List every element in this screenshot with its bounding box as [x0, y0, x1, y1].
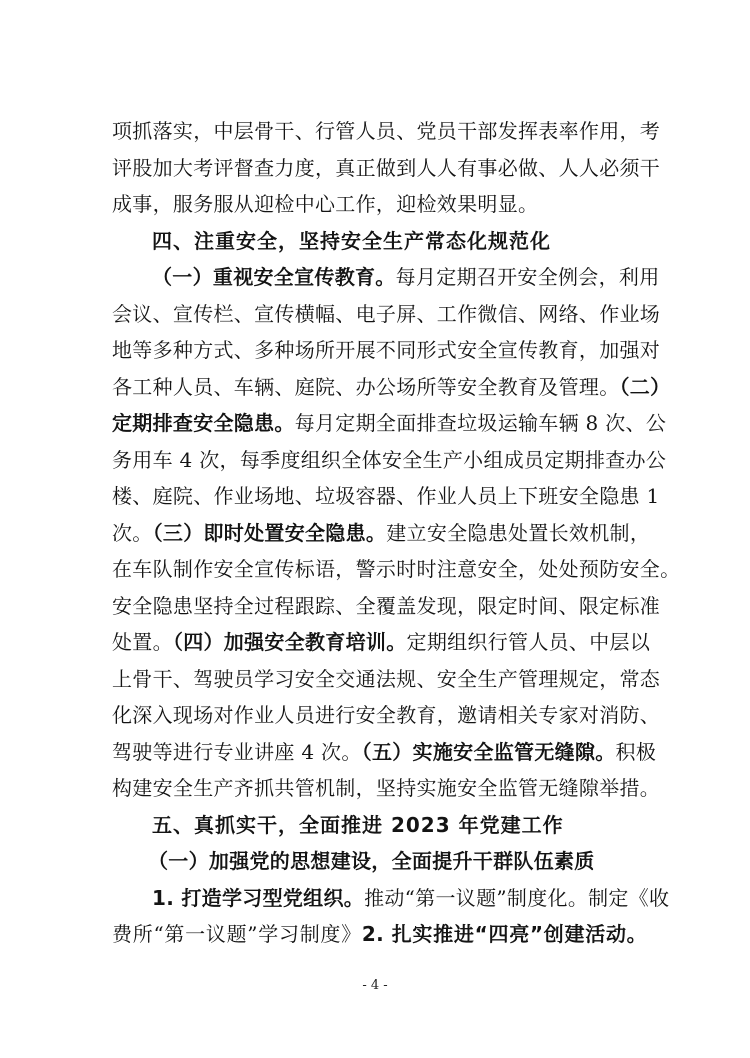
bold-lead: （三）即时处置安全隐患。: [152, 520, 387, 545]
line-text: 处置。: [112, 630, 173, 654]
paragraph-line: 务用车 4 次，每季度组织全体安全生产小组成员定期排查办公: [112, 447, 667, 472]
section-heading-5: 五、真抓实干，全面推进 2023 年党建工作: [152, 812, 564, 837]
bold-lead: （四）加强安全教育培训。: [172, 630, 407, 654]
line-text: 每月定期全面排查垃圾运输车辆 8 次、公: [294, 411, 667, 435]
bold-lead: 2. 扎实推进“四亮”创建活动。: [361, 922, 647, 946]
bold-lead: （五）实施安全监管无缝隙。: [361, 739, 616, 764]
paragraph-line: [112, 919, 647, 949]
paragraph-line: [112, 408, 667, 438]
paragraph-line: 地等多种方式、多种场所开展不同形式安全宣传教育，加强对: [112, 338, 661, 362]
line-text: 次。: [112, 520, 153, 545]
section-heading-4: 四、注重安全，坚持安全生产常态化规范化: [152, 228, 551, 253]
paragraph-line: 楼、庭院、作业场地、垃圾容器、作业人员上下班安全隐患 1: [112, 484, 660, 508]
paragraph-line: [112, 737, 657, 767]
paragraph-line: 项抓落实，中层骨干、行管人员、党员干部发挥表率作用，考: [112, 119, 661, 143]
subsection-heading: （一）加强党的思想建设，全面提升干群队伍素质: [148, 849, 595, 873]
paragraph-line: [112, 372, 671, 402]
page-number: - 4 -: [362, 978, 388, 993]
paragraph-line: [152, 262, 660, 292]
bold-lead: （二）: [619, 374, 671, 399]
paragraph-line: 安全隐患坚持全过程跟踪、全覆盖发现，限定时间、限定标准: [112, 593, 661, 618]
paragraph-line: 评股加大考评督查力度，真正做到人人有事必做、人人必须干: [112, 155, 661, 180]
paragraph-line: 在车队制作安全宣传标语，警示时时注意安全，处处预防安全。: [112, 557, 681, 581]
line-text: 各工种人员、车辆、庭院、办公场所等安全教育及管理。: [112, 374, 620, 399]
paragraph-line: 构建安全生产齐抓共管机制，坚持实施安全监管无缝隙举措。: [112, 776, 661, 800]
paragraph-line: 化深入现场对作业人员进行安全教育，邀请相关专家对消防、: [112, 703, 661, 727]
paragraph-line: [112, 627, 651, 657]
paragraph-line: 成事，服务服从迎检中心工作，迎检效果明显。: [112, 192, 539, 216]
line-text: 定期组织行管人员、中层以: [406, 630, 651, 654]
paragraph-line: [112, 518, 651, 548]
line-text: 积极: [615, 739, 657, 764]
paragraph-line: [152, 883, 670, 913]
line-text: 建立安全隐患处置长效机制，: [386, 520, 651, 545]
paragraph-line: 上骨干、驾驶员学习安全交通法规、安全生产管理规定，常态: [112, 666, 661, 691]
line-text: 驾驶等进行专业讲座 4 次。: [112, 739, 362, 764]
paragraph-line: 会议、宣传栏、宣传横幅、电子屏、工作微信、网络、作业场: [112, 301, 661, 326]
bold-lead: 定期排查安全隐患。: [112, 411, 295, 435]
line-text: 推动“第一议题”制度化。制定《收: [364, 885, 670, 910]
bold-lead: 1. 打造学习型党组织。: [152, 885, 365, 910]
bold-lead: （一）重视安全宣传教育。: [152, 265, 396, 289]
line-text: 每月定期召开安全例会，利用: [395, 265, 660, 289]
line-text: 费所“第一议题”学习制度》: [112, 922, 362, 946]
